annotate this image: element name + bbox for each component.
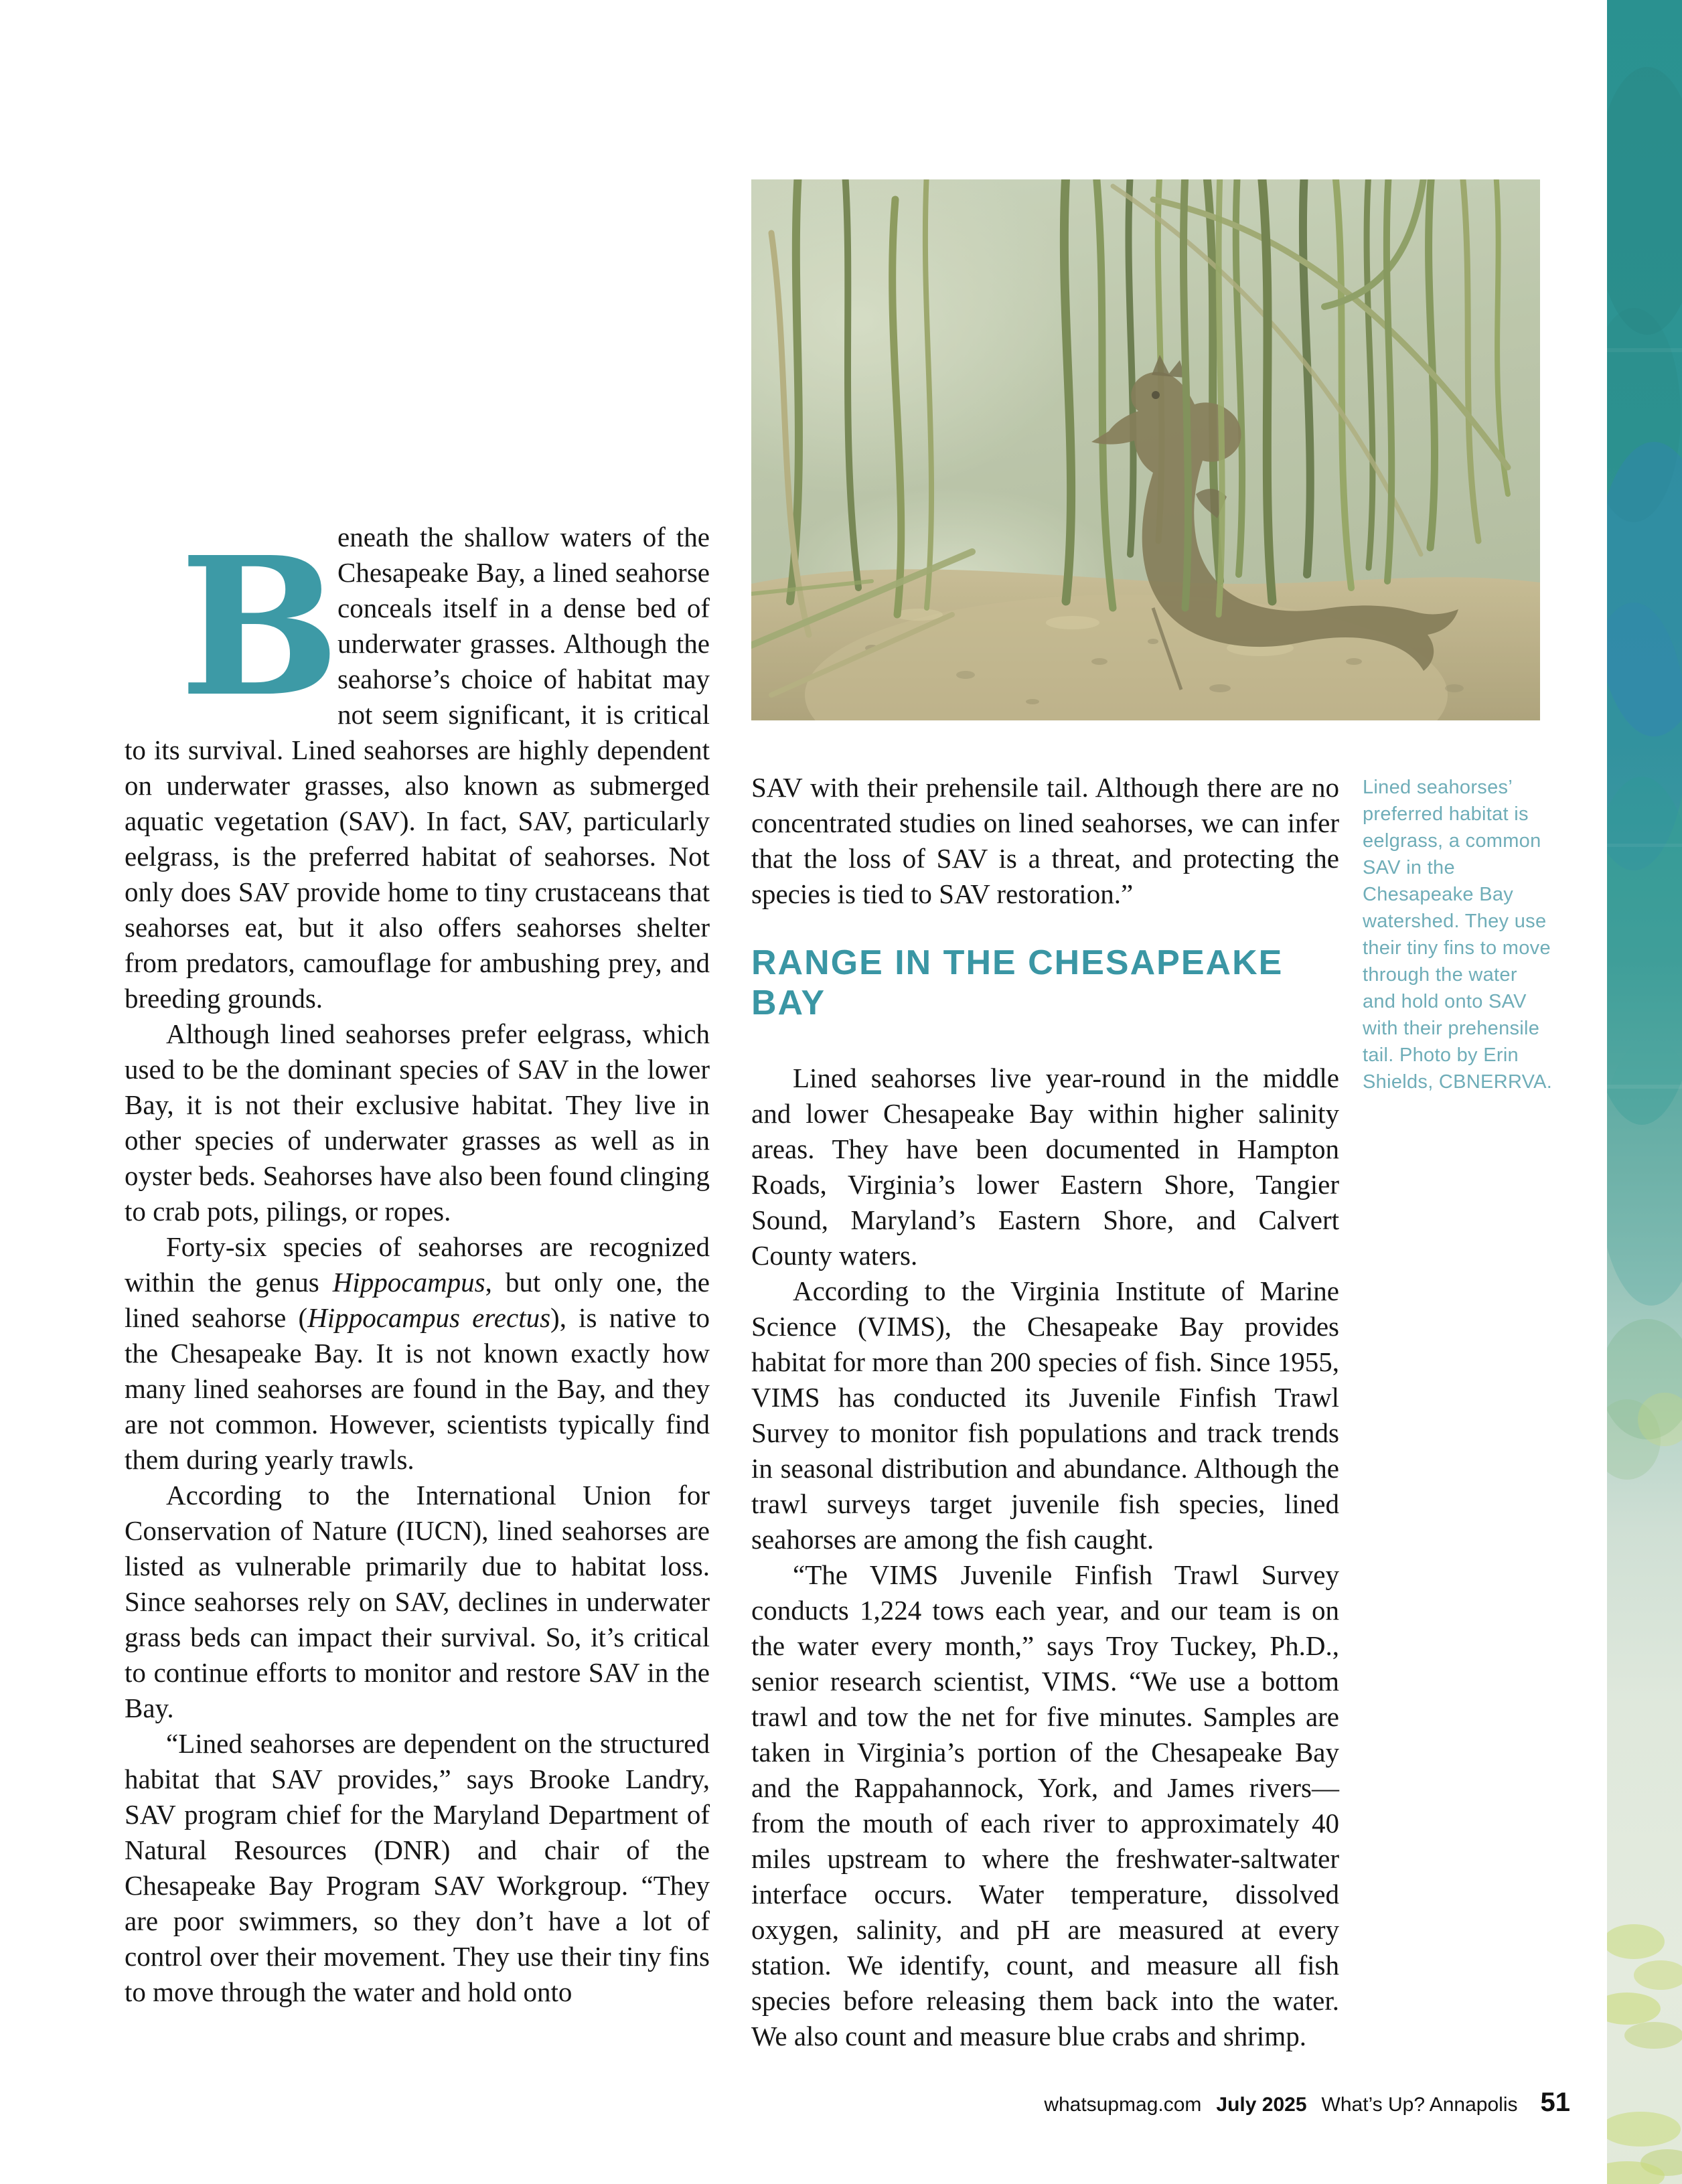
paragraph [751,1061,1339,1273]
body-text: Forty-six species of seahorses are recognized within the genus [125,1231,710,1298]
body-text: , but only one, the lined seahorse ( [125,1267,710,1333]
section-heading: RANGE IN THE CHESAPEAKE BAY [751,943,1284,1022]
body-text: According to the Virginia Institute of Marine Science (VIMS), the Chesapeake Bay provides habitat for more than 200 species of fish. Since 1955, VIMS has conducted its Juvenile Finfish Trawl Survey to monitor fish populations and track trends in seasonal distribution and abundance. Although the trawl surveys target juvenile fish species, lined seahorses are among the fish caught. [751,1275,1339,1555]
body-text: According to the International Union for Conservation of Nature (IUCN), lined seahorses are listed as vulnerable primarily due to habitat loss. Since seahorses rely on SAV, declines in underwater grass beds can impact their survival. So, it’s critical to continue efforts to monitor and restore SAV in the Bay. [125,1480,710,1723]
paragraph [125,515,710,1016]
paragraph [751,1557,1339,2054]
paragraph [125,1229,710,1478]
body-text: ), is native to the Chesapeake Bay. It is not known exactly how many lined seahorses are found in the Bay, and they are not common. However, scientists typically find them during yearly trawls. [125,1302,710,1475]
footer-website: whatsupmag.com [1044,2094,1202,2116]
decorative-watercolor-strip [1607,0,1682,2184]
paragraph [125,1016,710,1229]
footer-issue: July 2025 [1216,2094,1307,2116]
page-footer [0,2088,1570,2118]
body-text: eneath the shallow waters of the Chesapeake Bay, a lined seahorse conceals itself in a dense bed of underwater grasses. Although the seahorse’s choice of habitat may not seem significant, it is critical to its survival. Lined seahorses are highly dependent on underwater grasses, also known as submerged aquatic vegetation (SAV). In fact, SAV, particularly eelgrass, is the preferred habitat of seahorses. Not only does SAV provide home to tiny crustaceans that seahorses eat, but it also offers seahorses shelter from predators, camouflage for ambushing prey, and breeding grounds. [125,522,710,1014]
drop-cap-letter: B [179,515,341,738]
body-text: Although lined seahorses prefer eelgrass, which used to be the dominant species of SAV in the lower Bay, it is not their exclusive habitat. They live in other species of underwater grasses as well as in oyster beds. Seahorses have also been found clinging to crab pots, pilings, or ropes. [125,1018,710,1227]
footer-page-number: 51 [1540,2088,1570,2117]
watercolor-strip-art [1607,0,1682,2184]
paragraph [125,1478,710,1726]
left-column [125,515,710,2010]
body-text: “The VIMS Juvenile Finfish Trawl Survey conducts 1,224 tows each year, and our team is on the water every month,” says Troy Tuckey, Ph.D., senior research scientist, VIMS. “We use a bottom trawl and tow the net for five minutes. Samples are taken in Virginia’s portion of the Chesapeake Bay and the Rappahannock, York, and James rivers—from the mouth of each river to approximately 40 miles upstream to where the freshwater-saltwater interface occurs. Water temperature, dissolved oxygen, salinity, and pH are measured at every station. We identify, count, and measure all fish species before releasing them back into the water. We also count and measure blue crabs and shrimp. [751,1559,1339,2051]
right-column [751,770,1339,2054]
right-column-bottom [751,1061,1339,2054]
italic-text: Hippocampus [332,1267,485,1298]
footer-publication: What’s Up? Annapolis [1321,2094,1518,2116]
seahorse-photo-art [751,179,1540,720]
italic-text: Hippocampus erectus [307,1302,551,1333]
body-text: SAV with their prehensile tail. Although there are no concentrated studies on lined seahorses, we can infer that the loss of SAV is a threat, and protecting the species is tied to SAV restoration.” [751,772,1339,909]
water-overlay [751,179,1540,720]
paragraph [751,1273,1339,1557]
paragraph [125,1726,710,2010]
right-column-top [751,770,1339,912]
photo-caption: Lined seahorses’ preferred habitat is eelgrass, a common SAV in the Chesapeake Bay watershed. They use their tiny fins to move through the water and hold onto SAV with their prehensile tail. Photo by Erin Shields, CBNERRVA. [1363,777,1553,1093]
paragraph [751,770,1339,912]
drop-cap [125,515,341,738]
body-text: “Lined seahorses are dependent on the structured habitat that SAV provides,” says Brooke Landry, SAV program chief for the Maryland Department of Natural Resources (DNR) and chair of the Chesapeake Bay Program SAV Workgroup. “They are poor swimmers, so they don’t have a lot of control over their movement. They use their tiny fins to move through the water and hold onto [125,1728,710,2007]
body-text: Lined seahorses live year-round in the middle and lower Chesapeake Bay within higher salinity areas. They have been documented in Hampton Roads, Virginia’s lower Eastern Shore, Tangier Sound, Maryland’s Eastern Shore, and Calvert County waters. [751,1063,1339,1271]
seahorse-photo [751,179,1540,720]
